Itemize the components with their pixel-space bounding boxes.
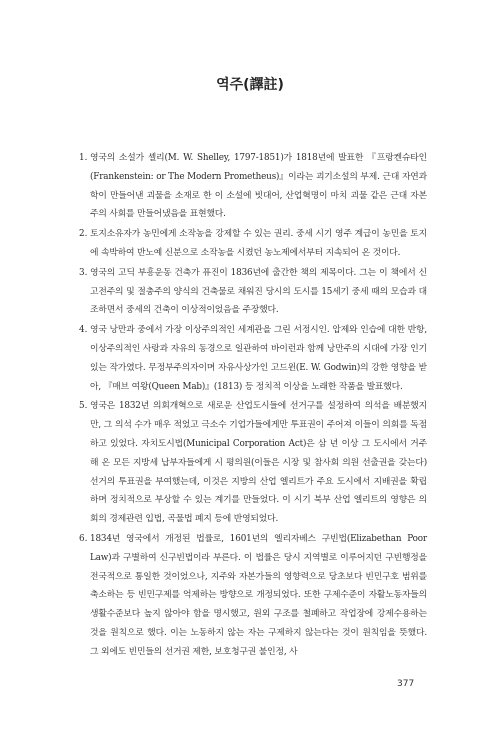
note-text: 토지소유자가 농민에게 소작농을 강제할 수 있는 권리. 중세 시기 영주 계급이 농민을 토지에 속박하여 반노예 신분으로 소작농을 시켰던 농노제에서부터 지속되어 온 것이다.	[90, 229, 427, 258]
note-item	[79, 225, 427, 263]
note-item	[79, 530, 427, 662]
note-number: 5.	[79, 401, 88, 412]
note-number: 6.	[79, 533, 88, 544]
page-number: 377	[397, 679, 415, 689]
note-text: 1834년 영국에서 개정된 법률로, 1601년의 엘리자베스 구빈법(Elizabethan Poor Law)과 구별하여 신구빈법이라 부른다. 이 법률은 당시 지역별로 이루어지던 구빈행정을 전국적으로 통일한 것이었으나, 지주와 자본가들의 영향력으로 당초보다 빈민구호 범위를 축소하는 등 빈민구제를 억제하는 방향으로 개정되었다. 또한 구제수준이 자활노동자들의 생활수준보다 높지 않아야 함을 명시했고, 원외 구조를 철폐하고 작업장에 강제수용하는 것을 원칙으로 했다. 이는 노동하지 않는 자는 구제하지 않는다는 것이 원칙임을 뜻했다. 그 외에도 빈민들의 선거권 제한, 보호청구권 불인정, 사	[90, 533, 427, 657]
page-title: 역주(譯註)	[216, 77, 284, 93]
translator-notes-list	[79, 149, 427, 663]
note-number: 2.	[79, 229, 88, 240]
note-item	[79, 264, 427, 320]
note-item	[79, 321, 427, 396]
note-text: 영국의 소설가 셸리(M. W. Shelley, 1797-1851)가 1818년에 발표한 『프랑켄슈타인(Frankenstein: or The Modern Prometheus)』이라는 괴기소설의 부제. 근대 자연과학이 만들어낸 괴물을 소재로 한 이 소설에 빗대어, 산업혁명이 마치 괴물 같은 근대 자본주의 사회를 만들어냈음을 표현했다.	[90, 153, 427, 220]
note-text: 영국의 고딕 부흥운동 건축가 퓨진이 1836년에 출간한 책의 제목이다. 그는 이 책에서 신고전주의 및 절충주의 양식의 건축물로 채워진 당시의 도시를 15세기 중세 때의 모습과 대조하면서 중세의 건축이 이상적이었음을 주장했다.	[90, 267, 427, 316]
note-item	[79, 149, 427, 224]
note-text: 영국은 1832년 의회개혁으로 새로운 산업도시들에 선거구를 설정하여 의석을 배분했지만, 그 의석 수가 매우 적었고 극소수 기업가들에게만 투표권이 주어져 이들이 의회를 독점하고 있었다. 자치도시법(Municipal Corporation Act)은 삼 년 이상 그 도시에서 거주해 온 모든 지방세 납부자들에게 시 평의원(이들은 시장 및 참사회 의원 선출권을 갖는다) 선거의 투표권을 부여했는데, 이것은 지방의 산업 엘리트가 주요 도시에서 지배권을 확립하며 정치적으로 부상할 수 있는 계기를 만들었다. 이 시기 북부 산업 엘리트의 영향은 의회의 경제관련 입법, 곡물법 폐지 등에 반영되었다.	[90, 401, 427, 525]
note-number: 4.	[79, 325, 88, 336]
note-text: 영국 낭만과 중에서 가장 이상주의적인 세계관을 그린 서정시인. 압제와 인습에 대한 반항, 이상주의적인 사랑과 자유의 동경으로 일관하여 바이런과 함께 낭만주의 시대에 가장 인기있는 작가였다. 무정부주의자이며 자유사상가인 고드윈(E. W. Godwin)의 강한 영향을 받아, 『매브 여왕(Queen Mab)』(1813) 등 정치적 이상을 노래한 작품을 발표했다.	[90, 325, 427, 392]
note-item	[79, 397, 427, 529]
note-number: 3.	[79, 267, 88, 278]
note-number: 1.	[79, 153, 88, 163]
